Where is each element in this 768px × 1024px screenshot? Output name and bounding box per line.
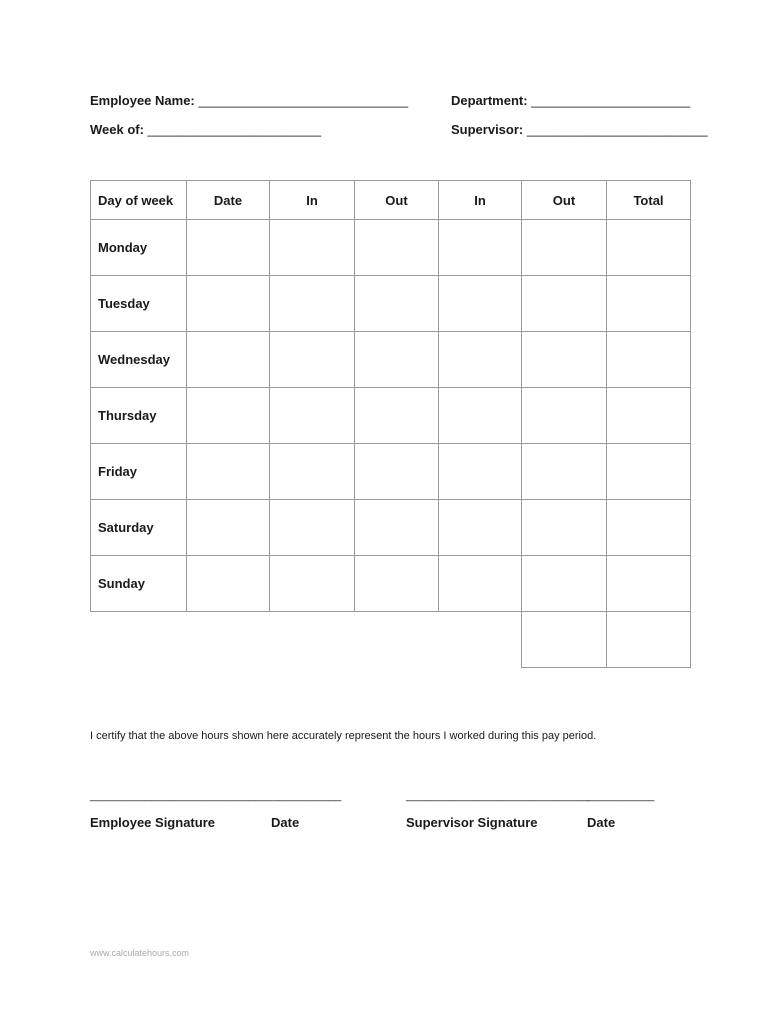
day-label: Saturday	[91, 500, 187, 556]
in-cell[interactable]	[270, 276, 355, 332]
table-row	[91, 500, 691, 556]
col-header-total: Total	[607, 181, 691, 220]
employee-date-line[interactable]: ___________	[274, 790, 342, 802]
grand-total-cell[interactable]	[607, 612, 691, 668]
out-cell[interactable]	[522, 332, 607, 388]
supervisor-blank[interactable]: _________________________	[526, 122, 708, 137]
in-cell[interactable]	[439, 332, 522, 388]
supervisor-signature-line[interactable]: ______________________________	[406, 790, 590, 802]
in-cell[interactable]	[270, 556, 355, 612]
week-of-field[interactable]	[90, 122, 321, 137]
date-cell[interactable]	[187, 220, 270, 276]
col-header-day: Day of week	[91, 181, 187, 220]
date-cell[interactable]	[187, 388, 270, 444]
day-label: Thursday	[91, 388, 187, 444]
out-cell[interactable]	[522, 444, 607, 500]
col-header-in-1: In	[270, 181, 355, 220]
department-blank[interactable]: ______________________	[531, 93, 691, 108]
week-of-blank[interactable]: ________________________	[147, 122, 322, 137]
table-row	[91, 556, 691, 612]
day-label: Sunday	[91, 556, 187, 612]
employee-signature-line[interactable]: ______________________________	[90, 790, 274, 802]
total-cell[interactable]	[607, 444, 691, 500]
day-label: Wednesday	[91, 332, 187, 388]
out-cell[interactable]	[355, 276, 439, 332]
col-header-in-2: In	[439, 181, 522, 220]
total-cell[interactable]	[607, 220, 691, 276]
in-cell[interactable]	[439, 388, 522, 444]
in-cell[interactable]	[270, 332, 355, 388]
out-cell[interactable]	[355, 220, 439, 276]
employee-signature-label: Employee Signature	[90, 815, 215, 830]
date-cell[interactable]	[187, 276, 270, 332]
day-label: Tuesday	[91, 276, 187, 332]
employee-date-label: Date	[271, 815, 300, 830]
total-cell[interactable]	[607, 556, 691, 612]
table-row	[91, 332, 691, 388]
date-cell[interactable]	[187, 500, 270, 556]
department-label: Department:	[451, 93, 528, 108]
table-row	[91, 276, 691, 332]
in-cell[interactable]	[439, 444, 522, 500]
supervisor-label: Supervisor:	[451, 122, 524, 137]
supervisor-field[interactable]	[451, 122, 708, 137]
col-header-out-1: Out	[355, 181, 439, 220]
total-cell[interactable]	[607, 500, 691, 556]
total-cell[interactable]	[607, 332, 691, 388]
out-cell[interactable]	[355, 500, 439, 556]
in-cell[interactable]	[270, 388, 355, 444]
employee-name-blank[interactable]: _____________________________	[198, 93, 409, 108]
supervisor-signature-label: Supervisor Signature	[406, 815, 538, 830]
out-cell[interactable]	[355, 444, 439, 500]
in-cell[interactable]	[270, 500, 355, 556]
day-label: Friday	[91, 444, 187, 500]
employee-name-label: Employee Name:	[90, 93, 195, 108]
in-cell[interactable]	[439, 500, 522, 556]
employee-name-field[interactable]	[90, 93, 408, 108]
col-header-out-2: Out	[522, 181, 607, 220]
certification-text: I certify that the above hours shown here accurately represent the hours I worked during this pay period.	[90, 730, 597, 742]
table-header-row	[91, 181, 691, 220]
in-cell[interactable]	[439, 220, 522, 276]
timesheet-table	[90, 180, 691, 668]
totals-row	[91, 612, 691, 668]
table-row	[91, 444, 691, 500]
week-of-label: Week of:	[90, 122, 144, 137]
in-cell[interactable]	[439, 556, 522, 612]
total-cell[interactable]	[607, 276, 691, 332]
in-cell[interactable]	[270, 220, 355, 276]
table-row	[91, 220, 691, 276]
in-cell[interactable]	[439, 276, 522, 332]
grand-total-out-cell[interactable]	[522, 612, 607, 668]
table-row	[91, 388, 691, 444]
date-cell[interactable]	[187, 444, 270, 500]
total-cell[interactable]	[607, 388, 691, 444]
supervisor-date-label: Date	[587, 815, 616, 830]
footer-url: www.calculatehours.com	[90, 948, 190, 958]
out-cell[interactable]	[355, 388, 439, 444]
out-cell[interactable]	[522, 556, 607, 612]
supervisor-date-line[interactable]: ___________	[587, 790, 655, 802]
totals-spacer	[91, 612, 522, 668]
date-cell[interactable]	[187, 332, 270, 388]
out-cell[interactable]	[355, 556, 439, 612]
out-cell[interactable]	[522, 276, 607, 332]
out-cell[interactable]	[355, 332, 439, 388]
date-cell[interactable]	[187, 556, 270, 612]
day-label: Monday	[91, 220, 187, 276]
department-field[interactable]	[451, 93, 690, 108]
out-cell[interactable]	[522, 388, 607, 444]
out-cell[interactable]	[522, 500, 607, 556]
col-header-date: Date	[187, 181, 270, 220]
in-cell[interactable]	[270, 444, 355, 500]
out-cell[interactable]	[522, 220, 607, 276]
